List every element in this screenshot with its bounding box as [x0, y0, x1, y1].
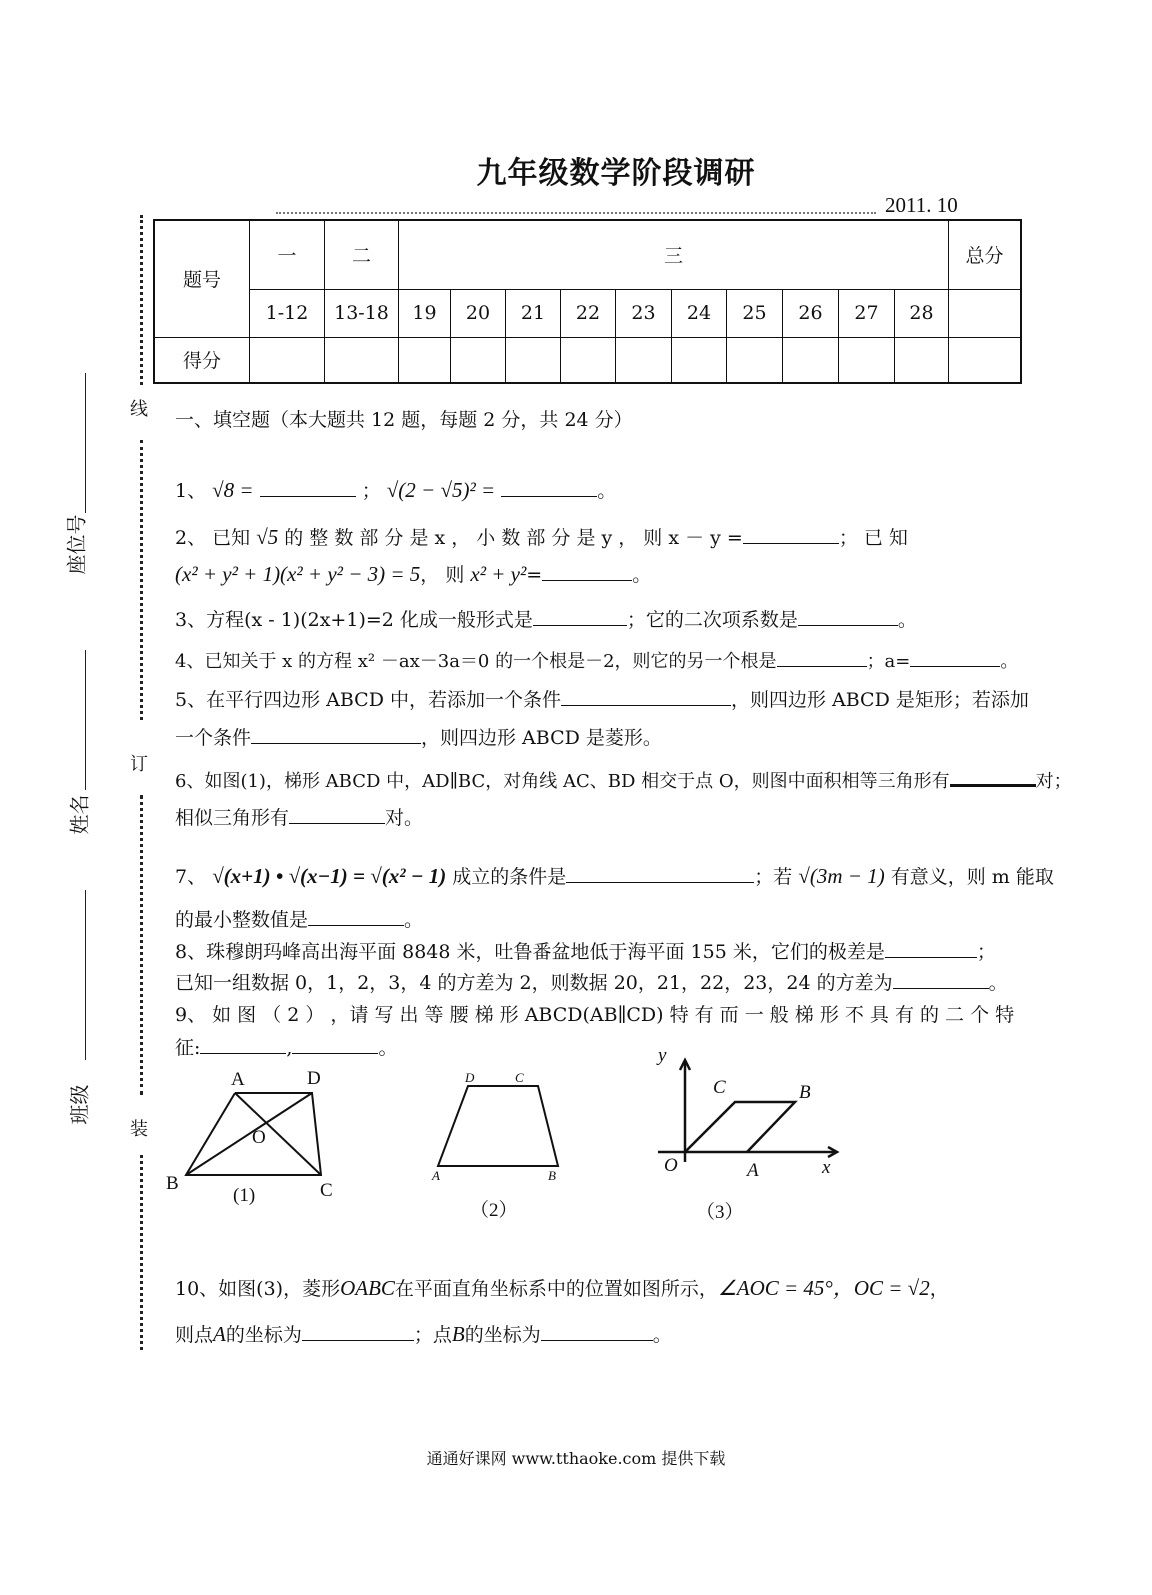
answer-blank[interactable] [950, 766, 1036, 787]
total-score-cell[interactable] [949, 289, 1022, 337]
binding-line-char: 线 [130, 399, 148, 420]
answer-blank[interactable] [260, 478, 356, 497]
header-label: 题号 [154, 220, 250, 337]
answer-blank[interactable] [566, 864, 754, 883]
seat-label: 座位号 [64, 514, 89, 575]
question-6-line1: 6、如图(1)，梯形 ABCD 中，AD∥BC，对角线 AC、BD 相交于点 O，则图中面积相等三角形有 对； [175, 766, 1072, 794]
fig3-label-o: O [664, 1155, 678, 1176]
answer-blank[interactable] [200, 1035, 286, 1054]
exam-date: 2011. 10 [885, 193, 958, 217]
score-cell[interactable] [783, 337, 839, 383]
range-cell: 1-12 [250, 289, 325, 337]
fig1-label-c: C [320, 1180, 333, 1201]
binding-bind-char: 装 [130, 1119, 148, 1140]
score-cell[interactable] [949, 337, 1022, 383]
range-cell: 23 [616, 289, 672, 337]
total-header: 总分 [949, 220, 1022, 289]
section-3-header: 三 [399, 220, 949, 289]
fig2-label-d: D [465, 1070, 475, 1085]
class-label: 班级 [67, 1084, 92, 1125]
figure-3-coordinate-rhombus [650, 1050, 850, 1170]
answer-blank[interactable] [289, 805, 385, 824]
question-4: 4、已知关于 x 的方程 x² －ax－3a＝0 的一个根是－2，则它的另一个根是 ；a= 。 [175, 648, 1018, 674]
figure-2-isosceles-trapezoid [420, 1070, 580, 1180]
name-field-line[interactable] [85, 650, 86, 790]
expr-sqrt-square: √(2 − √5)² = [386, 478, 496, 502]
range-cell: 13-18 [325, 289, 399, 337]
binding-order-char: 订 [130, 754, 148, 775]
question-1: 1、 √8 = ； √(2 − √5)² = 。 [175, 478, 617, 502]
fig1-label-d: D [307, 1068, 321, 1089]
expr-sqrt8: √8 = [212, 478, 254, 502]
seat-field-line[interactable] [85, 373, 86, 513]
answer-blank[interactable] [533, 607, 627, 626]
score-cell[interactable] [451, 337, 506, 383]
answer-blank[interactable] [542, 562, 632, 581]
answer-blank[interactable] [501, 478, 597, 497]
answer-blank[interactable] [798, 607, 898, 626]
question-9-line2: 征: , 。 [175, 1037, 398, 1059]
score-cell[interactable] [561, 337, 616, 383]
question-5-line2: 一个条件 ，则四边形 ABCD 是菱形。 [175, 727, 662, 749]
answer-blank[interactable] [885, 939, 977, 958]
answer-blank[interactable] [777, 648, 867, 667]
binding-dotted-line [140, 795, 143, 1095]
answer-blank[interactable] [910, 648, 1000, 667]
score-cell[interactable] [895, 337, 949, 383]
answer-blank[interactable] [302, 1322, 414, 1341]
fig1-label-a: A [231, 1069, 245, 1090]
range-cell: 26 [783, 289, 839, 337]
fig3-label-x: x [822, 1157, 831, 1178]
fig3-caption: （3） [696, 1202, 744, 1223]
question-6-line2: 相似三角形有 对。 [175, 807, 424, 829]
fig1-label-o: O [252, 1127, 266, 1148]
answer-blank[interactable] [251, 725, 421, 744]
score-cell[interactable] [839, 337, 895, 383]
score-cell[interactable] [616, 337, 672, 383]
fig3-label-b: B [799, 1082, 811, 1103]
header-dotted-line [276, 212, 876, 214]
binding-dotted-line [140, 440, 143, 720]
score-cell[interactable] [399, 337, 451, 383]
range-cell: 25 [727, 289, 783, 337]
fig2-label-c: C [515, 1070, 524, 1085]
footer-credit: 通通好课网 www.tthaoke.com 提供下载 [426, 1449, 726, 1468]
binding-dotted-line [140, 1155, 143, 1350]
fig1-caption: (1) [233, 1185, 256, 1206]
fig3-label-a: A [747, 1160, 759, 1181]
question-9-line1: 9、 如 图 （ 2 ） ，请 写 出 等 腰 梯 形 ABCD(AB∥CD) 特 有 而 一 般 梯 形 不 具 有 的 二 个 特 [175, 1004, 1015, 1026]
name-label: 姓名 [67, 794, 92, 835]
answer-blank[interactable] [743, 525, 839, 544]
score-cell[interactable] [250, 337, 325, 383]
answer-blank[interactable] [292, 1035, 378, 1054]
fig3-label-y: y [658, 1045, 667, 1066]
score-table [153, 219, 1022, 384]
score-label: 得分 [154, 337, 250, 383]
answer-blank[interactable] [308, 907, 404, 926]
score-cell[interactable] [672, 337, 727, 383]
answer-blank[interactable] [893, 970, 989, 989]
score-cell[interactable] [727, 337, 783, 383]
range-cell: 27 [839, 289, 895, 337]
question-8-line2: 已知一组数据 0，1，2，3，4 的方差为 2，则数据 20，21，22，23，24 的方差为 。 [175, 972, 1008, 994]
fig1-label-b: B [166, 1173, 179, 1194]
fig2-label-a: A [432, 1168, 440, 1183]
range-cell: 28 [895, 289, 949, 337]
fig2-caption: （2） [470, 1200, 518, 1221]
page-title: 九年级数学阶段调研 [476, 156, 756, 191]
score-cell[interactable] [506, 337, 561, 383]
question-3: 3、方程(x - 1)(2x+1)=2 化成一般形式是 ；它的二次项系数是 。 [175, 609, 917, 631]
question-5-line1: 5、在平行四边形 ABCD 中，若添加一个条件 ，则四边形 ABCD 是矩形；若添加 [175, 689, 1029, 711]
range-cell: 22 [561, 289, 616, 337]
binding-dotted-line [140, 215, 143, 385]
question-8-line1: 8、珠穆朗玛峰高出海平面 8848 米，吐鲁番盆地低于海平面 155 米，它们的极差是 ； [175, 941, 996, 963]
range-cell: 21 [506, 289, 561, 337]
class-field-line[interactable] [85, 890, 86, 1060]
question-7-line1: 7、 √(x+1) • √(x−1) = √(x² − 1) 成立的条件是 ；若 √(3m − 1) 有意义，则 m 能取 [175, 864, 1054, 888]
question-2-line1: 2、 已知 √5 的 整 数 部 分 是 x ， 小 数 部 分 是 y ， 则 x － y = ； 已 知 [175, 525, 908, 549]
score-cell[interactable] [325, 337, 399, 383]
fig3-label-c: C [713, 1077, 726, 1098]
question-2-line2: (x² + y² + 1)(x² + y² − 3) = 5， 则 x² + y²= 。 [175, 562, 652, 586]
question-10-line1: 10、如图(3)，菱形OABC在平面直角坐标系中的位置如图所示，∠AOC = 45°，OC = √2， [175, 1276, 949, 1300]
fig2-label-b: B [548, 1168, 556, 1183]
range-cell: 24 [672, 289, 727, 337]
section-2-header: 二 [325, 220, 399, 289]
answer-blank[interactable] [541, 1322, 653, 1341]
section-header: 一、填空题（本大题共 12 题，每题 2 分，共 24 分） [175, 409, 633, 431]
section-1-header: 一 [250, 220, 325, 289]
question-7-line2: 的最小整数值是 。 [175, 909, 424, 931]
answer-blank[interactable] [561, 687, 731, 706]
range-cell: 20 [451, 289, 506, 337]
range-cell: 19 [399, 289, 451, 337]
question-10-line2: 则点A的坐标为 ；点B的坐标为 。 [175, 1322, 672, 1346]
